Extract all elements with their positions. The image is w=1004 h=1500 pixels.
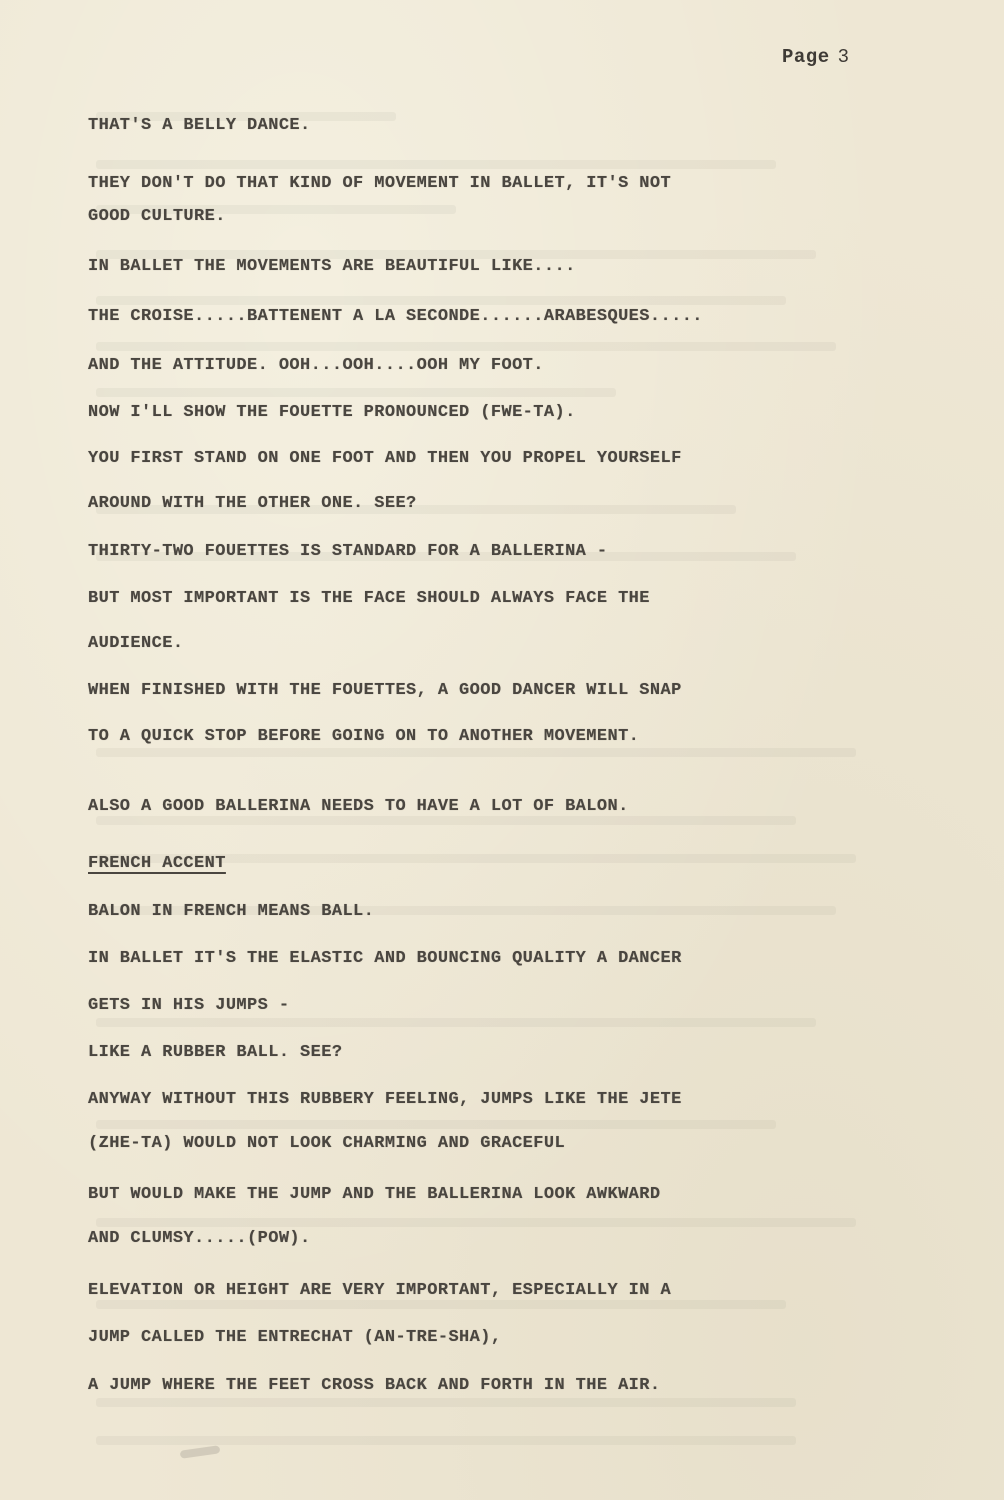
text-line: AND THE ATTITUDE. OOH...OOH....OOH MY FOOT.: [88, 356, 544, 375]
text-line: NOW I'LL SHOW THE FOUETTE PRONOUNCED (FWE-TA).: [88, 403, 576, 422]
text-line: ANYWAY WITHOUT THIS RUBBERY FEELING, JUMPS LIKE THE JETE: [88, 1090, 682, 1109]
text-line: YOU FIRST STAND ON ONE FOOT AND THEN YOU PROPEL YOURSELF: [88, 449, 682, 468]
ink-smudge: [180, 1445, 221, 1458]
text-line: WHEN FINISHED WITH THE FOUETTES, A GOOD DANCER WILL SNAP: [88, 681, 682, 700]
text-line: A JUMP WHERE THE FEET CROSS BACK AND FORTH IN THE AIR.: [88, 1376, 661, 1395]
text-line: IN BALLET THE MOVEMENTS ARE BEAUTIFUL LIKE....: [88, 257, 576, 276]
text-line: BALON IN FRENCH MEANS BALL.: [88, 902, 375, 921]
text-line: AND CLUMSY.....(POW).: [88, 1229, 311, 1248]
text-line: BUT MOST IMPORTANT IS THE FACE SHOULD ALWAYS FACE THE: [88, 589, 650, 608]
page-number: [782, 46, 850, 68]
text-line: TO A QUICK STOP BEFORE GOING ON TO ANOTHER MOVEMENT.: [88, 727, 640, 746]
text-line: BUT WOULD MAKE THE JUMP AND THE BALLERINA LOOK AWKWARD: [88, 1185, 661, 1204]
text-line: THIRTY-TWO FOUETTES IS STANDARD FOR A BALLERINA -: [88, 542, 608, 561]
text-line: GETS IN HIS JUMPS -: [88, 996, 290, 1015]
text-line: THAT'S A BELLY DANCE.: [88, 116, 311, 135]
text-line: THEY DON'T DO THAT KIND OF MOVEMENT IN BALLET, IT'S NOT: [88, 174, 672, 193]
text-line: AROUND WITH THE OTHER ONE. SEE?: [88, 494, 417, 513]
text-line: IN BALLET IT'S THE ELASTIC AND BOUNCING QUALITY A DANCER: [88, 949, 682, 968]
text-line: JUMP CALLED THE ENTRECHAT (AN-TRE-SHA),: [88, 1328, 502, 1347]
stage-direction: FRENCH ACCENT: [88, 854, 226, 873]
page-number-value: 3: [837, 46, 850, 68]
page-label: Page: [782, 46, 830, 68]
text-line: LIKE A RUBBER BALL. SEE?: [88, 1043, 343, 1062]
text-line: GOOD CULTURE.: [88, 207, 226, 226]
text-line: THE CROISE.....BATTENENT A LA SECONDE......ARABESQUES.....: [88, 307, 703, 326]
text-line: ALSO A GOOD BALLERINA NEEDS TO HAVE A LOT OF BALON.: [88, 797, 629, 816]
text-line: ELEVATION OR HEIGHT ARE VERY IMPORTANT, ESPECIALLY IN A: [88, 1281, 672, 1300]
text-line: AUDIENCE.: [88, 634, 184, 653]
text-line: (ZHE-TA) WOULD NOT LOOK CHARMING AND GRACEFUL: [88, 1134, 566, 1153]
